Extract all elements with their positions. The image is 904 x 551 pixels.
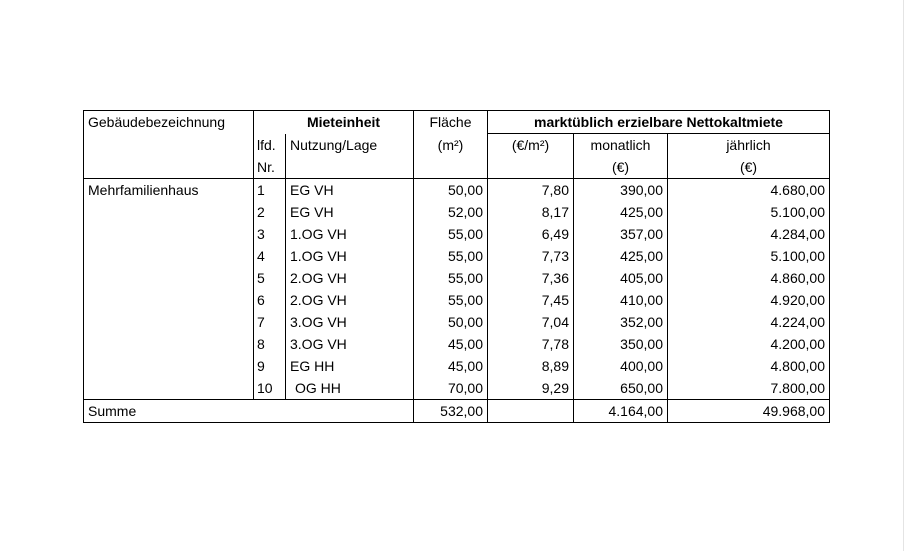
row-yearly: 4.284,00 bbox=[668, 223, 830, 245]
row-usage: OG HH bbox=[286, 377, 414, 400]
row-usage: EG VH bbox=[286, 179, 414, 202]
row-yearly: 4.680,00 bbox=[668, 179, 830, 202]
row-per-sqm: 7,78 bbox=[488, 333, 574, 355]
row-usage: 2.OG VH bbox=[286, 289, 414, 311]
row-yearly: 4.860,00 bbox=[668, 267, 830, 289]
table-body bbox=[84, 111, 830, 179]
sum-row bbox=[84, 400, 830, 423]
header-building: Gebäudebezeichnung bbox=[84, 111, 254, 134]
row-area: 70,00 bbox=[414, 377, 488, 400]
sum-label: Summe bbox=[84, 400, 414, 423]
header-lfd bbox=[254, 134, 286, 179]
row-usage: 3.OG VH bbox=[286, 311, 414, 333]
row-yearly: 4.920,00 bbox=[668, 289, 830, 311]
row-area: 45,00 bbox=[414, 333, 488, 355]
table-row bbox=[84, 377, 830, 400]
row-yearly: 7.800,00 bbox=[668, 377, 830, 400]
row-monthly: 425,00 bbox=[574, 201, 668, 223]
header-yearly-line2: (€) bbox=[739, 159, 758, 175]
row-per-sqm: 6,49 bbox=[488, 223, 574, 245]
table-row bbox=[84, 267, 830, 289]
header-yearly bbox=[668, 134, 830, 179]
row-usage: EG HH bbox=[286, 355, 414, 377]
header-monthly bbox=[574, 134, 668, 179]
rent-table bbox=[83, 110, 830, 423]
row-per-sqm: 9,29 bbox=[488, 377, 574, 400]
table-row bbox=[84, 355, 830, 377]
sum-per-sqm-empty bbox=[488, 400, 574, 423]
header-rent-group: marktüblich erzielbare Nettokaltmiete bbox=[488, 111, 830, 134]
data-rows bbox=[84, 179, 830, 400]
header-unit-group bbox=[254, 111, 414, 134]
row-per-sqm: 8,89 bbox=[488, 355, 574, 377]
building-cell bbox=[84, 245, 254, 267]
building-cell: Mehrfamilienhaus bbox=[84, 179, 254, 202]
row-usage: 1.OG VH bbox=[286, 245, 414, 267]
row-monthly: 650,00 bbox=[574, 377, 668, 400]
row-per-sqm: 7,36 bbox=[488, 267, 574, 289]
header-monthly-line1: monatlich bbox=[590, 137, 651, 153]
row-nr: 5 bbox=[254, 267, 286, 289]
row-yearly: 4.224,00 bbox=[668, 311, 830, 333]
row-per-sqm: 7,80 bbox=[488, 179, 574, 202]
row-area: 45,00 bbox=[414, 355, 488, 377]
table-row bbox=[84, 201, 830, 223]
row-yearly: 5.100,00 bbox=[668, 201, 830, 223]
header-area-unit: (m²) bbox=[414, 134, 488, 179]
sum-section bbox=[84, 400, 830, 423]
row-monthly: 352,00 bbox=[574, 311, 668, 333]
building-cell bbox=[84, 377, 254, 400]
row-monthly: 400,00 bbox=[574, 355, 668, 377]
row-nr: 6 bbox=[254, 289, 286, 311]
building-cell bbox=[84, 355, 254, 377]
row-nr: 2 bbox=[254, 201, 286, 223]
header-unit-group-label: Mieteinheit bbox=[306, 114, 381, 130]
row-usage: 2.OG VH bbox=[286, 267, 414, 289]
header-row-1 bbox=[84, 111, 830, 134]
table-row bbox=[84, 223, 830, 245]
building-cell bbox=[84, 201, 254, 223]
row-nr: 4 bbox=[254, 245, 286, 267]
header-usage: Nutzung/Lage bbox=[286, 134, 414, 179]
row-usage: 3.OG VH bbox=[286, 333, 414, 355]
row-area: 55,00 bbox=[414, 267, 488, 289]
table-row bbox=[84, 179, 830, 202]
header-lfd-line1: lfd. bbox=[257, 136, 276, 153]
row-usage: 1.OG VH bbox=[286, 223, 414, 245]
header-monthly-line2: (€) bbox=[611, 159, 630, 175]
header-area: Fläche bbox=[414, 111, 488, 134]
row-per-sqm: 7,73 bbox=[488, 245, 574, 267]
header-building-spacer bbox=[84, 134, 254, 179]
row-area: 55,00 bbox=[414, 245, 488, 267]
row-yearly: 5.100,00 bbox=[668, 245, 830, 267]
row-nr: 8 bbox=[254, 333, 286, 355]
row-nr: 7 bbox=[254, 311, 286, 333]
building-cell bbox=[84, 223, 254, 245]
row-monthly: 350,00 bbox=[574, 333, 668, 355]
row-per-sqm: 8,17 bbox=[488, 201, 574, 223]
sum-monthly: 4.164,00 bbox=[574, 400, 668, 423]
row-usage: EG VH bbox=[286, 201, 414, 223]
row-area: 52,00 bbox=[414, 201, 488, 223]
header-per-sqm: (€/m²) bbox=[488, 134, 574, 179]
building-cell bbox=[84, 289, 254, 311]
row-monthly: 390,00 bbox=[574, 179, 668, 202]
row-yearly: 4.800,00 bbox=[668, 355, 830, 377]
table-row bbox=[84, 289, 830, 311]
sum-yearly: 49.968,00 bbox=[668, 400, 830, 423]
header-row-2 bbox=[84, 134, 830, 179]
row-monthly: 425,00 bbox=[574, 245, 668, 267]
table-row bbox=[84, 245, 830, 267]
row-monthly: 405,00 bbox=[574, 267, 668, 289]
row-nr: 1 bbox=[254, 179, 286, 202]
table-row bbox=[84, 311, 830, 333]
row-nr: 9 bbox=[254, 355, 286, 377]
building-cell bbox=[84, 267, 254, 289]
building-cell bbox=[84, 311, 254, 333]
sum-area: 532,00 bbox=[414, 400, 488, 423]
table-row bbox=[84, 333, 830, 355]
row-nr: 10 bbox=[254, 377, 286, 400]
row-monthly: 357,00 bbox=[574, 223, 668, 245]
header-yearly-line1: jährlich bbox=[726, 137, 771, 153]
row-per-sqm: 7,45 bbox=[488, 289, 574, 311]
row-nr: 3 bbox=[254, 223, 286, 245]
row-area: 55,00 bbox=[414, 289, 488, 311]
row-monthly: 410,00 bbox=[574, 289, 668, 311]
row-per-sqm: 7,04 bbox=[488, 311, 574, 333]
row-yearly: 4.200,00 bbox=[668, 333, 830, 355]
row-area: 50,00 bbox=[414, 311, 488, 333]
header-lfd-line2: Nr. bbox=[257, 158, 275, 175]
building-cell bbox=[84, 333, 254, 355]
row-area: 50,00 bbox=[414, 179, 488, 202]
row-area: 55,00 bbox=[414, 223, 488, 245]
